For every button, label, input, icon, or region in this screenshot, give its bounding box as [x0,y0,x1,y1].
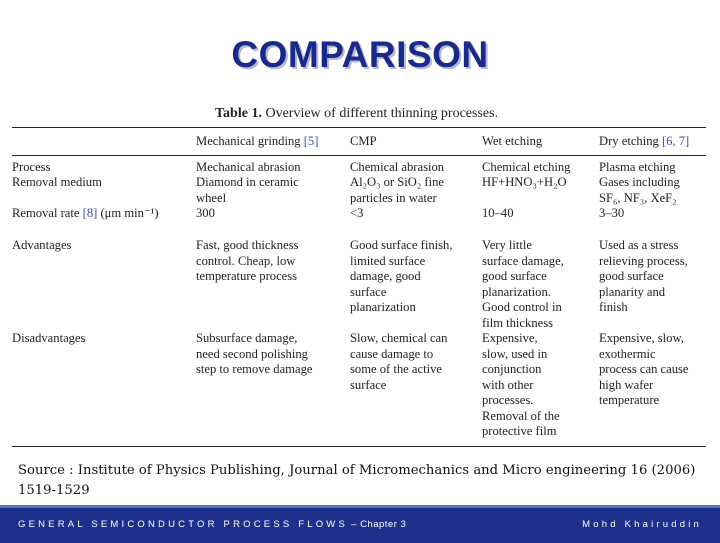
cell-disadvantages-wet: Expensive, slow, used in conjunction with other processes. Removal of the protective film [482,331,560,438]
cell-advantages-dry: Used as a stress relieving process, good surface planarity and finish [599,238,688,314]
footer-chapter: – Chapter 3 [348,519,407,530]
cell-process-cmp: Chemical abrasion [350,160,445,174]
table-caption [215,106,498,122]
cell-medium-cmp: Al₂O₃ or SiO₂ fine particles in water [350,175,444,205]
footer-course-title: GENERAL SEMICONDUCTOR PROCESS FLOWS – Chapter 3 [18,519,407,530]
table-caption-text: Overview of different thinning processes. [265,106,499,121]
cell-medium-mechanical: Diamond in ceramic wheel [196,175,299,205]
header-dry-etching: Dry etching [6, 7] [599,134,690,148]
cell-process-mechanical: Mechanical abrasion [196,160,301,174]
cell-disadvantages-cmp: Slow, chemical can cause damage to some of the active surface [350,331,448,392]
header-mechanical-grinding: Mechanical grinding [5] [196,134,319,148]
cell-advantages-mechanical: Fast, good thickness control. Cheap, low temperature process [196,238,299,283]
header-cmp: CMP [350,134,377,148]
header-wet-etching: Wet etching [482,134,543,148]
cell-rate-cmp: <3 [350,206,364,220]
cell-advantages-wet: Very little surface damage, good surface planarization. Good control in film thickness [482,238,564,330]
cell-advantages-cmp: Good surface finish, limited surface damage, good surface planarization [350,238,453,314]
source-citation: Source : Institute of Physics Publishing, Journal of Micromechanics and Micro engineering 16 (2006) 1519-1529 [18,463,696,498]
cell-rate-mechanical: 300 [196,206,215,220]
footer-bar [0,505,720,543]
cell-rate-dry: 3–30 [599,206,625,220]
cell-process-dry: Plasma etching [599,160,676,174]
row-label-removal-rate: Removal rate [8] (μm min⁻¹) [12,206,159,220]
cell-disadvantages-mechanical: Subsurface damage, need second polishing step to remove damage [196,331,313,376]
table-bottom-rule [12,446,706,447]
cell-process-wet: Chemical etching [482,160,571,174]
cell-disadvantages-dry: Expensive, slow, exothermic process can cause high wafer temperature [599,331,689,407]
slide-title: COMPARISON [231,34,489,75]
table-caption-label: Table 1. [215,106,262,121]
footer-author: Mohd Khairuddin [582,519,702,530]
table-top-rule [12,127,706,128]
row-label-advantages: Advantages [12,238,72,252]
row-label-removal-medium: Removal medium [12,175,102,189]
row-label-disadvantages: Disadvantages [12,331,86,345]
cell-rate-wet: 10–40 [482,206,514,220]
cell-medium-wet: HF+HNO₃+H₂O [482,175,567,189]
table-header-rule [12,155,706,156]
row-label-process: Process [12,160,51,174]
cell-medium-dry: Gases including SF₆, NF₃, XeF₂ [599,175,680,205]
